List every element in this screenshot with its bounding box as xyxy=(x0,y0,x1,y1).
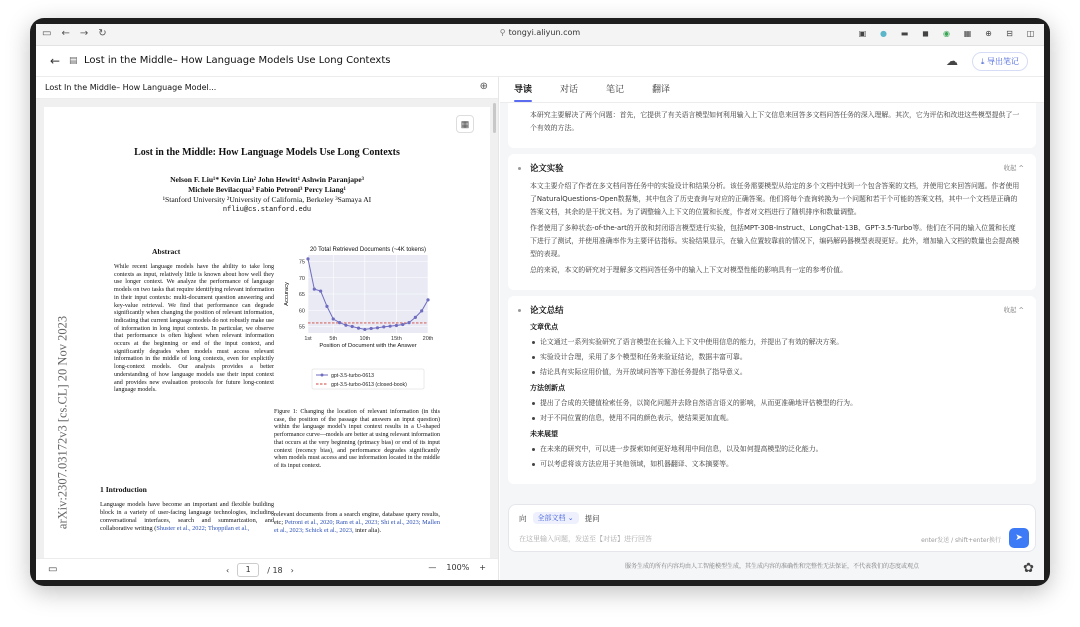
pdf-pane xyxy=(36,77,499,580)
zoom-out-icon[interactable]: — xyxy=(428,563,437,572)
ext-icon-6[interactable]: ▦ xyxy=(963,29,972,38)
split-view-icon[interactable]: ◫ xyxy=(1026,29,1035,38)
data-point xyxy=(313,288,316,291)
data-point xyxy=(389,325,392,328)
data-point xyxy=(401,323,404,326)
cloud-sync-icon[interactable]: ☁ xyxy=(946,54,958,68)
browser-toolbar xyxy=(36,24,1044,46)
legend-label-main: gpt-3.5-turbo-0613 xyxy=(331,373,374,379)
paper-authors xyxy=(44,175,490,215)
bullet-dot xyxy=(518,309,521,312)
legend-label-closed: gpt-3.5-turbo-0613 (closed-book) xyxy=(331,382,407,388)
arxiv-id: arXiv:2307.03172v3 [cs.CL] 20 Nov 2023 xyxy=(55,315,70,530)
experiment-p1: 本文主要介绍了作者在多文档问答任务中的实验设计和结果分析。该任务需要模型从给定的多个文档中找到一个包含答案的文档，并使用它来回答问题。作者使用了NaturalQuestions-Open数据集，其中包含了历史查询与对应的正确答案。他们将每个查询转换为一个问题和若干个可能的答案文档，其中一个文档是正确的答案文档，其余的是干扰文档。为了调整输入上下文的位置和长度，作者对文档进行了随机排序和数量调整。 xyxy=(530,182,1020,216)
app-titlebar xyxy=(36,46,1044,77)
question-box xyxy=(508,504,1036,552)
authors-line-2: Michele Bevilacqua³ Fabio Petroni³ Percy Liang¹ xyxy=(188,185,346,194)
x-tick-label: 10th xyxy=(359,336,371,342)
data-point xyxy=(357,327,360,330)
data-point xyxy=(338,321,341,324)
send-icon: ➤ xyxy=(1015,533,1023,543)
collapse-button[interactable]: 收起 ^ xyxy=(1003,306,1024,314)
y-axis-label: Accuracy xyxy=(284,282,290,306)
y-tick-label: 60 xyxy=(298,308,305,315)
ask-prefix: 向 xyxy=(519,513,527,523)
ext-icon-5[interactable]: ◉ xyxy=(943,29,950,38)
assistant-logo-icon[interactable]: ✿ xyxy=(1023,561,1034,576)
experiment-p2: 作者使用了多种状态-of-the-art的开放和封闭语言模型进行实验，包括MPT-30B-Instruct、LongChat-13B、GPT-3.5-Turbo等。他们在不同的输入位置和长度下进行了测试，并使用准确率作为主要评估指标。实验结果显示，在输入位置较靠前的情况下，编码解码器模型表现更好。此外，增加输入文档的数量也会提高模型的表现。 xyxy=(530,224,1020,258)
prev-page-icon[interactable]: ‹ xyxy=(226,565,230,575)
extension-icons xyxy=(857,28,1036,39)
list-item: 实验设计合理，采用了多个模型和任务来验证结论，数据丰富可靠。 xyxy=(530,350,1022,365)
link-icon: ⚲ xyxy=(499,28,506,37)
tab-guide[interactable]: 导读 xyxy=(514,77,532,102)
intro-citation[interactable]: Shuster et al., 2022; Thoppilan et al., xyxy=(156,525,250,532)
x-axis-label: Position of Document with the Answer xyxy=(319,343,417,349)
reload-icon[interactable]: ↻ xyxy=(98,28,107,39)
export-notes-label: 导出笔记 xyxy=(987,57,1019,66)
ext-icon-4[interactable]: ◼ xyxy=(922,29,929,38)
pdf-header-title: Lost In the Middle– How Language Model... xyxy=(45,83,217,92)
zoom-controls xyxy=(428,563,486,572)
bullet-dot xyxy=(518,167,521,170)
scope-dropdown[interactable]: 全部文档 ⌄ xyxy=(533,512,579,524)
method-heading: 方法创新点 xyxy=(530,384,565,392)
list-item: 对于不同位置的信息，使用不同的颜色表示，使结果更加直观。 xyxy=(530,411,1022,426)
ext-icon-1[interactable]: ▣ xyxy=(858,29,867,38)
data-point xyxy=(351,325,354,328)
send-hint: enter发送 / shift+enter换行 xyxy=(921,537,1001,544)
question-input[interactable]: 在这里输入问题，发送至【对话】进行回答 xyxy=(519,535,652,543)
data-point xyxy=(395,324,398,327)
x-tick-label: 20th xyxy=(422,336,434,342)
sidebar-toggle-icon[interactable]: ▭ xyxy=(48,564,58,575)
settings-icon[interactable]: ⊕ xyxy=(479,81,488,92)
assistant-pane xyxy=(500,77,1044,580)
x-tick-label: 5th xyxy=(329,336,338,342)
future-heading: 未来展望 xyxy=(530,430,558,438)
u-shape-chart xyxy=(282,245,432,405)
paper-title: Lost in the Middle: How Language Models Use Long Contexts xyxy=(134,147,400,158)
experiment-title: 论文实验 xyxy=(530,163,564,173)
document-title: Lost in the Middle– How Language Models Use Long Contexts xyxy=(84,55,391,66)
laptop-frame xyxy=(30,18,1050,586)
page-input[interactable]: 1 xyxy=(237,563,259,577)
screen xyxy=(36,24,1044,580)
disclaimer: 服务生成的所有内容均由人工智能模型生成，其生成内容的准确性和完整性无法保证，不代表我们的态度或观点 xyxy=(624,563,919,570)
back-button[interactable]: ← xyxy=(50,54,61,68)
tab-notes[interactable]: 笔记 xyxy=(606,85,625,95)
method-list xyxy=(530,396,1022,426)
list-item: 结论具有实际应用价值，为开放域问答等下游任务提供了指导意义。 xyxy=(530,365,1022,380)
assistant-tabs xyxy=(500,77,1044,103)
summary-card xyxy=(508,296,1036,484)
list-item: 论文通过一系列实验研究了语言模型在长输入上下文中使用信息的能力，并提出了有效的解决方案。 xyxy=(530,335,1022,350)
data-point xyxy=(344,324,347,327)
strengths-list xyxy=(530,335,1022,380)
figure-caption: Figure 1: Changing the location of relevant information (in this case, the position of the passage that answers an input question) within the language model's input context results in a U-shaped performance curve—models are better at using relevant information that occurs at the very beginning (primacy bias) or end of its input context (recency bias), and performance degrades significantly when models must access and use information located in the middle of its input context. xyxy=(274,409,440,469)
column2-citation[interactable]: Petroni et al., 2020; Ram et al., 2023; Shi et al., 2023; Mallen et al., 2023; Schick et al., 2023, xyxy=(274,519,440,534)
intro-heading: 1 Introduction xyxy=(100,485,147,494)
question-scope-row xyxy=(519,512,600,524)
page-total: / 18 xyxy=(267,565,283,575)
y-tick-label: 70 xyxy=(298,275,305,282)
future-list xyxy=(530,442,1022,472)
next-page-icon[interactable]: › xyxy=(290,565,294,575)
zoom-in-icon[interactable]: + xyxy=(479,563,486,572)
export-notes-button[interactable]: ⤓ 导出笔记 xyxy=(972,52,1028,71)
summary-title: 论文总结 xyxy=(530,305,564,315)
abstract-text: While recent language models have the ability to take long contexts as input, relatively little is known about how well they use longer context. We analyze the performance of language models on two tasks that require identifying relevant information in their input contexts: multi-document question answering and key-value retrieval. We find that performance can degrade significantly when changing the position of relevant information, indicating that current language models do not robustly make use of information in long input contexts. In particular, we observe that performance is often highest when relevant information occurs at the beginning or end of the input context, and significantly degrades when models must access relevant information in the middle of long contexts, even for explicitly long-context models. Our analysis provides a better understanding of how language models use their input context and provides new evaluation protocols for future long-context language models. xyxy=(114,264,274,394)
data-point xyxy=(370,327,373,330)
data-point xyxy=(376,326,379,329)
strengths-heading: 文章优点 xyxy=(530,323,558,331)
data-point xyxy=(426,298,429,301)
data-point xyxy=(420,309,423,312)
column2-tail: inter alia). xyxy=(353,527,382,534)
experiment-card xyxy=(508,154,1036,290)
forward-icon[interactable]: → xyxy=(79,28,89,39)
back-icon[interactable]: ← xyxy=(61,28,70,39)
abstract-heading: Abstract xyxy=(152,247,181,256)
send-button[interactable] xyxy=(1009,528,1029,548)
data-point xyxy=(363,328,366,331)
ask-suffix: 提问 xyxy=(584,513,600,523)
ext-icon-8[interactable]: ⊟ xyxy=(1006,29,1013,38)
ext-icon-2[interactable]: ● xyxy=(880,29,887,38)
chart-title: 20 Total Retrieved Documents (~4K tokens) xyxy=(309,247,427,253)
pdf-header xyxy=(36,77,498,99)
page-navigator xyxy=(226,563,294,577)
list-item: 可以考虑将该方法应用于其他领域，如机器翻译、文本摘要等。 xyxy=(530,457,1022,472)
ext-icon-3[interactable]: ▬ xyxy=(900,29,909,38)
list-item: 在未来的研究中，可以进一步探索如何更好地利用中间信息，以及如何提高模型的泛化能力。 xyxy=(530,442,1022,457)
sidebar-icon[interactable]: ▭ xyxy=(42,28,52,39)
x-tick-label: 1st xyxy=(304,336,312,342)
column2-text xyxy=(274,511,440,535)
data-point xyxy=(382,325,385,328)
data-point xyxy=(407,321,410,324)
data-point xyxy=(325,305,328,308)
y-tick-label: 75 xyxy=(298,259,305,266)
tab-translate[interactable]: 翻译 xyxy=(652,85,671,95)
list-item: 提出了合成的关键值检索任务，以简化问题并去除自然语言语义的影响，从而更准确地评估模型的行为。 xyxy=(530,396,1022,411)
collapse-button[interactable]: 收起 ^ xyxy=(1003,164,1024,172)
zoom-level: 100% xyxy=(446,563,470,572)
authors-line-1: Nelson F. Liu¹* Kevin Lin² John Hewitt¹ Ashwin Paranjape³ xyxy=(170,175,364,184)
data-point xyxy=(332,317,335,320)
affiliations: ¹Stanford University ²University of California, Berkeley ³Samaya AI xyxy=(162,195,372,204)
intro-body: Language models have become an important and flexible building block in a variety of user-facing language technologies, including conversational interfaces, search and summarization, and collaborative writing ( xyxy=(100,501,274,532)
y-tick-label: 65 xyxy=(298,292,305,298)
pdf-viewer[interactable] xyxy=(36,99,498,558)
guide-content[interactable] xyxy=(500,103,1044,502)
outline-icon[interactable]: ▦ xyxy=(456,115,474,133)
pdf-page xyxy=(44,107,490,577)
ext-icon-7[interactable]: ⊕ xyxy=(985,29,992,38)
intro-paragraph: 本研究主要解决了两个问题：首先，它提供了有关语言模型如何利用输入上下文信息来回答多文档问答任务的深入理解。其次，它为评估和改进这些模型提供了一个有效的方法。 xyxy=(530,111,1020,132)
legend-marker xyxy=(321,374,324,377)
pdf-scrollbar[interactable] xyxy=(493,103,496,133)
experiment-p3: 总的来说，本文的研究对于理解多文档问答任务中的输入上下文对模型性能的影响具有一定的参考价值。 xyxy=(530,266,847,274)
column2-body: relevant documents from a search engine, database query results, etc; xyxy=(274,511,440,526)
intro-text xyxy=(100,501,274,533)
data-point xyxy=(306,257,309,260)
pdf-footer xyxy=(36,558,498,580)
y-tick-label: 55 xyxy=(298,324,305,331)
x-tick-label: 15th xyxy=(391,336,402,342)
tab-chat[interactable]: 对话 xyxy=(560,85,579,95)
document-icon: ▤ xyxy=(69,56,78,66)
data-point xyxy=(414,316,417,319)
arxiv-stamp xyxy=(53,277,70,567)
data-point xyxy=(319,289,322,292)
url-text: tongyi.aliyun.com xyxy=(508,28,581,37)
author-email: nfliu@cs.stanford.edu xyxy=(222,206,312,214)
intro-card xyxy=(508,103,1036,148)
